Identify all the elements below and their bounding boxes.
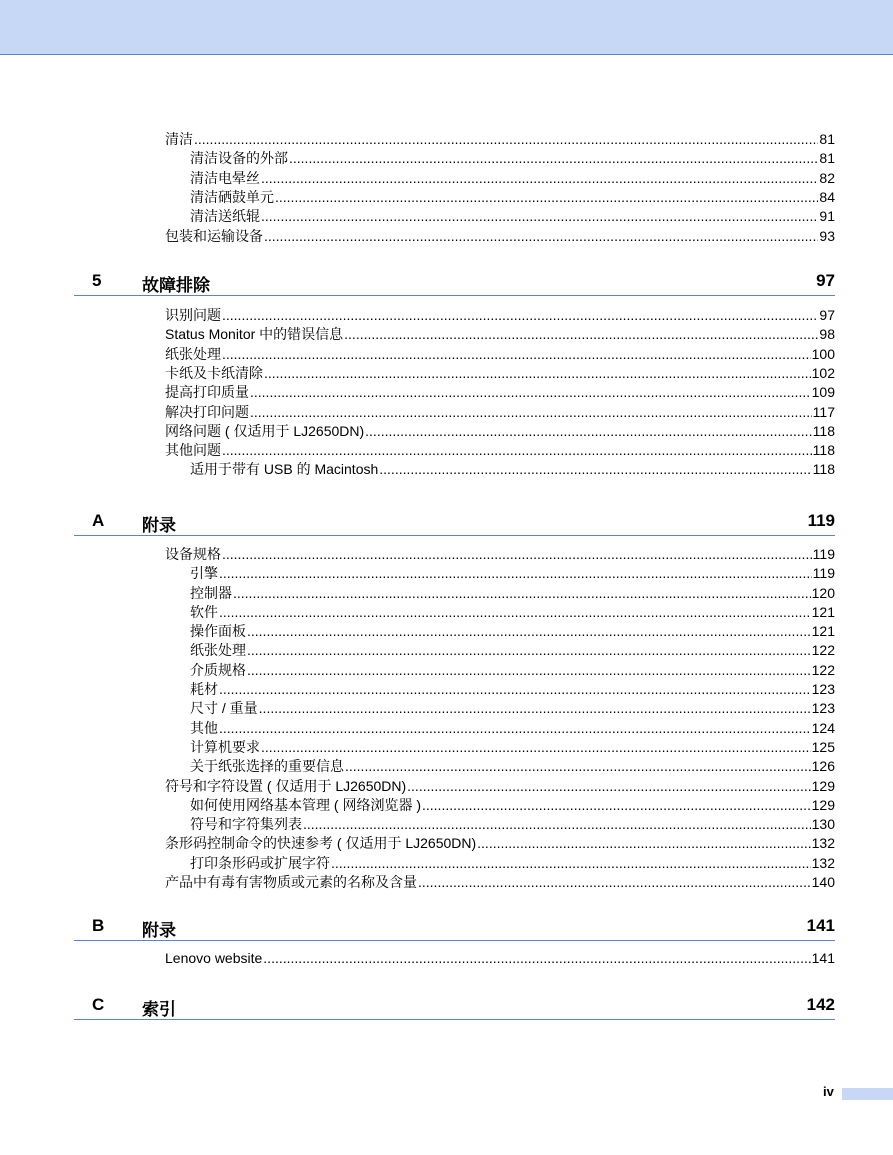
toc-entry-title: 控制器 [190,585,232,601]
toc-entry-page: 121 [811,604,835,620]
chapter-heading[interactable] [74,511,835,536]
toc-entry-page: 93 [819,228,835,244]
dot-leader [264,227,818,245]
dot-leader [222,441,812,459]
dot-leader [264,364,811,382]
toc-entry-title: 解决打印问题 [165,404,249,420]
chapter-page: 97 [816,271,835,290]
dot-leader [219,680,811,698]
dot-leader [222,545,812,563]
toc-entry-page: 132 [811,835,835,851]
toc-entry[interactable] [165,130,835,148]
toc-entry[interactable] [165,383,835,401]
toc-entry-page: 118 [812,423,835,439]
chapter-heading[interactable] [74,271,835,296]
toc-subentry[interactable] [190,796,835,814]
dot-leader [250,383,811,401]
dot-leader [275,188,818,206]
toc-entry-page: 82 [819,170,835,186]
toc-entry-title: 清洁硒鼓单元 [190,189,274,205]
chapter-number: C [92,995,105,1014]
toc-entry-page: 123 [811,681,835,697]
toc-entry[interactable] [165,873,835,891]
chapter-page: 141 [806,916,835,935]
toc-entry-page: 120 [811,585,835,601]
toc-entry-page: 130 [811,816,835,832]
dot-leader [345,757,811,775]
toc-entry-page: 118 [812,442,835,458]
toc-entry-title: 清洁设备的外部 [190,150,288,166]
toc-entry[interactable] [165,777,835,795]
toc-entry-page: 102 [811,365,835,381]
dot-leader [261,738,811,756]
dot-leader [247,641,811,659]
toc-entry-page: 129 [811,778,835,794]
chapter-number: A [92,511,105,530]
dot-leader [233,584,811,602]
dot-leader [247,661,811,679]
toc-subentry[interactable] [190,460,835,478]
toc-subentry[interactable] [190,584,835,602]
toc-entry-title: 尺寸 / 重量 [190,700,258,716]
dot-leader [289,149,818,167]
dot-leader [418,873,811,891]
toc-entry-title: 计算机要求 [190,739,260,755]
toc-subentry[interactable] [190,757,835,775]
dot-leader [219,719,811,737]
dot-leader [222,345,811,363]
toc-entry-title: 清洁电晕丝 [190,170,260,186]
toc-entry[interactable] [165,403,835,421]
dot-leader [219,603,811,621]
toc-entry[interactable] [165,834,835,852]
toc-entry-page: 100 [811,346,835,362]
toc-entry[interactable] [165,345,835,363]
dot-leader [263,949,810,967]
chapter-page: 142 [806,995,835,1014]
header-band [0,0,893,55]
toc-entry[interactable] [165,441,835,459]
toc-entry-title: 条形码控制命令的快速参考 ( 仅适用于 LJ2650DN) [165,835,477,851]
dot-leader [379,460,811,478]
toc-subentry[interactable] [190,207,835,225]
toc-subentry[interactable] [190,680,835,698]
dot-leader [222,306,818,324]
toc-entry[interactable] [165,227,835,245]
toc-entry-title: 清洁 [165,131,193,147]
toc-entry-title: 符号和字符设置 ( 仅适用于 LJ2650DN) [165,778,407,794]
toc-entry-page: 125 [811,739,835,755]
dot-leader [219,564,812,582]
toc-subentry[interactable] [190,603,835,621]
toc-subentry[interactable] [190,169,835,187]
toc-entry-title: 纸张处理 [190,642,246,658]
dot-leader [261,207,818,225]
toc-entry-title: 提高打印质量 [165,384,249,400]
toc-entry[interactable] [165,949,835,967]
toc-entry-page: 119 [812,546,835,562]
toc-entry-page: 129 [811,797,835,813]
toc-entry-page: 98 [819,326,835,342]
chapter-title: 附录 [142,516,176,535]
toc-entry-title: 包装和运输设备 [165,228,263,244]
toc-entry-title: 纸张处理 [165,346,221,362]
toc-subentry[interactable] [190,149,835,167]
toc-entry-title: 关于纸张选择的重要信息 [190,758,344,774]
toc-subentry[interactable] [190,641,835,659]
chapter-title: 附录 [142,921,176,940]
toc-entry-page: 109 [811,384,835,400]
toc-entry-title: 卡纸及卡纸清除 [165,365,263,381]
toc-entry-page: 132 [811,855,835,871]
toc-entry-page: 81 [819,150,835,166]
dot-leader [247,622,811,640]
toc-entry-page: 141 [811,950,835,966]
toc-entry-title: Lenovo website [165,950,263,966]
dot-leader [194,130,818,148]
toc-entry-title: 介质规格 [190,662,246,678]
dot-leader [331,854,811,872]
toc-entry[interactable] [165,325,835,343]
toc-entry-title: 产品中有毒有害物质或元素的名称及含量 [165,874,417,890]
toc-entry[interactable] [165,545,835,563]
toc-entry[interactable] [165,364,835,382]
toc-entry-page: 122 [811,662,835,678]
toc-subentry[interactable] [190,188,835,206]
toc-entry-page: 97 [819,307,835,323]
toc-entry[interactable] [165,306,835,324]
dot-leader [365,422,812,440]
toc-entry-title: 耗材 [190,681,218,697]
page-number: iv [823,1084,834,1099]
dot-leader [407,777,810,795]
toc-entry-title: 清洁送纸辊 [190,208,260,224]
toc-subentry[interactable] [190,564,835,582]
toc-entry-title: 识别问题 [165,307,221,323]
toc-entry-title: 软件 [190,604,218,620]
dot-leader [261,169,818,187]
chapter-heading[interactable] [74,916,835,941]
toc-subentry[interactable] [190,699,835,717]
toc-entry-title: Status Monitor 中的错误信息 [165,326,344,342]
toc-entry-page: 121 [811,623,835,639]
dot-leader [422,796,811,814]
dot-leader [344,325,818,343]
toc-entry-title: 其他 [190,720,218,736]
chapter-page: 119 [807,511,835,530]
chapter-number: 5 [92,271,102,290]
toc-subentry[interactable] [190,719,835,737]
toc-entry-page: 124 [811,720,835,736]
toc-subentry[interactable] [190,622,835,640]
toc-entry-title: 操作面板 [190,623,246,639]
toc-entry-page: 119 [812,565,835,581]
toc-subentry[interactable] [190,661,835,679]
footer-tab [842,1088,893,1100]
toc-entry-title: 设备规格 [165,546,221,562]
toc-entry-title: 适用于带有 USB 的 Macintosh [190,461,379,477]
toc-entry-page: 91 [819,208,835,224]
toc-entry-title: 引擎 [190,565,218,581]
dot-leader [250,403,812,421]
toc-subentry[interactable] [190,854,835,872]
dot-leader [303,815,811,833]
dot-leader [259,699,811,717]
chapter-heading[interactable] [74,995,835,1020]
toc-subentry[interactable] [190,738,835,756]
toc-entry[interactable] [165,422,835,440]
toc-entry-page: 140 [811,874,835,890]
toc-entry-page: 117 [812,404,835,420]
toc-entry-page: 126 [811,758,835,774]
chapter-title: 索引 [142,1000,176,1019]
toc-subentry[interactable] [190,815,835,833]
toc-entry-page: 84 [819,189,835,205]
toc-entry-title: 其他问题 [165,442,221,458]
toc-entry-title: 网络问题 ( 仅适用于 LJ2650DN) [165,423,365,439]
toc-entry-title: 符号和字符集列表 [190,816,302,832]
toc-entry-title: 如何使用网络基本管理 ( 网络浏览器 ) [190,797,421,813]
toc-entry-page: 123 [811,700,835,716]
toc-entry-page: 81 [819,131,835,147]
toc-entry-page: 122 [811,642,835,658]
chapter-number: B [92,916,105,935]
chapter-title: 故障排除 [142,276,210,295]
dot-leader [477,834,810,852]
toc-entry-title: 打印条形码或扩展字符 [190,855,330,871]
toc-entry-page: 118 [812,461,835,477]
